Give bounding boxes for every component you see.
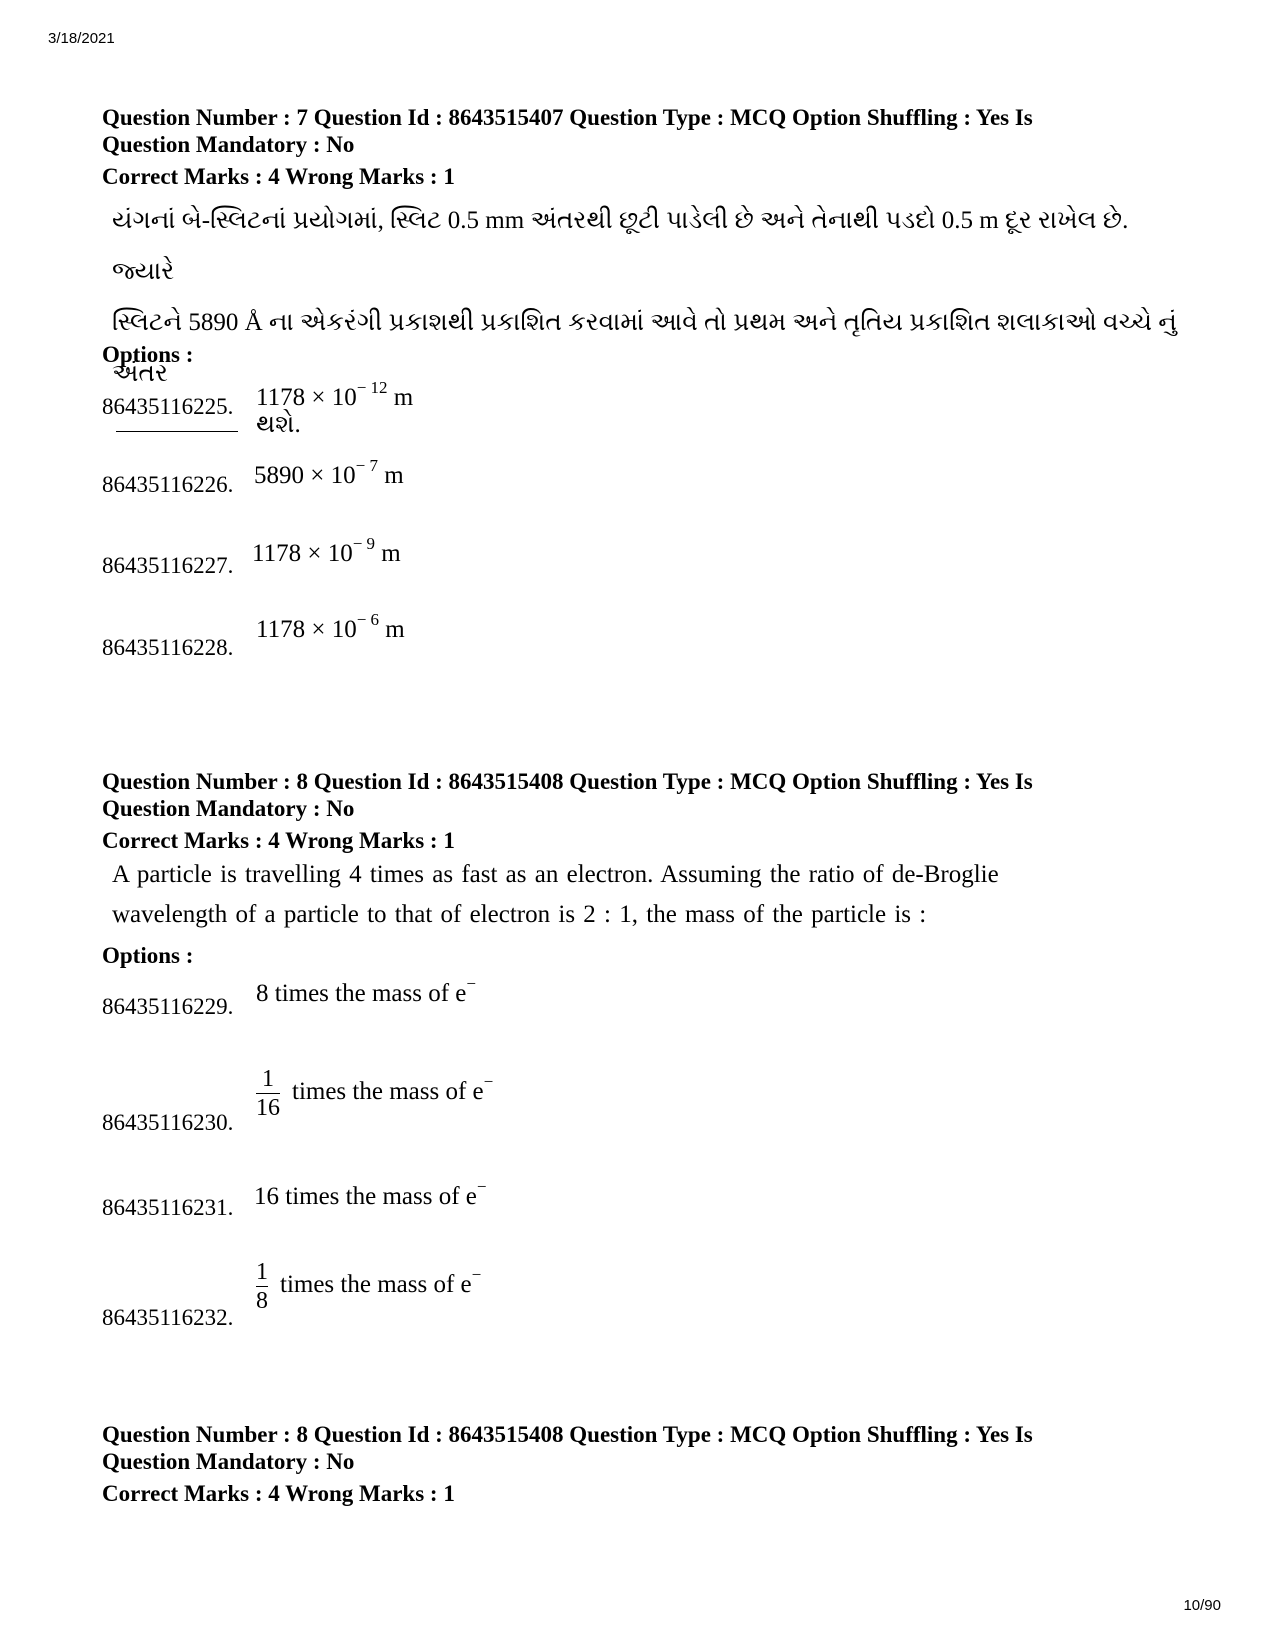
option-value xyxy=(254,456,404,490)
question-text-line: wavelength of a particle to that of electron is 2 : 1, the mass of the particle is : xyxy=(112,901,927,928)
page-number: 10/90 xyxy=(1183,1597,1221,1614)
fraction xyxy=(256,1065,280,1122)
option-value xyxy=(254,1177,487,1211)
options-label: Options : xyxy=(102,943,194,968)
answer-blank xyxy=(116,430,238,432)
option-id: 86435116229. xyxy=(102,994,234,1019)
option-id: 86435116228. xyxy=(102,635,234,660)
times-sign: × xyxy=(311,616,326,643)
superscript: − xyxy=(466,974,476,993)
question-mandatory: Question Mandatory : No xyxy=(102,1449,355,1474)
exponent: − 9 xyxy=(352,534,376,553)
question-header-line: Question Number : 8 Question Id : 8643515408 Question Type : MCQ Option Shuffling : Yes Is xyxy=(102,769,1033,794)
option-text: 16 times the mass of e xyxy=(254,1183,477,1210)
superscript: − xyxy=(471,1265,482,1285)
option-id: 86435116225. xyxy=(102,394,234,419)
exponent: − 6 xyxy=(356,610,380,629)
base: 10 xyxy=(331,616,357,643)
option-id: 86435116232. xyxy=(102,1305,234,1330)
unit: m xyxy=(381,540,401,567)
question-mandatory: Question Mandatory : No xyxy=(102,796,355,821)
print-date: 3/18/2021 xyxy=(48,30,115,47)
unit: m xyxy=(384,462,404,489)
options-label: Options : xyxy=(102,342,194,367)
option-id: 86435116230. xyxy=(102,1110,234,1135)
option-text: times the mass of e xyxy=(292,1078,484,1106)
base: 10 xyxy=(331,384,357,411)
question-header xyxy=(102,104,1182,190)
mantissa: 5890 xyxy=(254,462,304,489)
mantissa: 1178 xyxy=(252,540,302,567)
question-text-end: થશે. xyxy=(256,411,301,438)
numerator: 1 xyxy=(262,1066,274,1092)
option-text: times the mass of e xyxy=(280,1271,472,1299)
question-text-line: સ્લિટને 5890 Å ના એકરંગી પ્રકાશથી પ્રકાશિત કરવામાં આવે તો પ્રથમ અને તૃતિય પ્રકાશિત શલાકાઓ વચ્ચે નું અંતર xyxy=(112,309,1177,387)
fraction xyxy=(256,1258,268,1315)
question-text-line: A particle is travelling 4 times as fast as an electron. Assuming the ratio of de-Broglie xyxy=(112,861,999,888)
option-text: 8 times the mass of e xyxy=(256,980,467,1007)
numerator: 1 xyxy=(256,1259,268,1285)
base: 10 xyxy=(327,540,353,567)
exponent: − 7 xyxy=(355,456,378,475)
base: 10 xyxy=(330,462,356,489)
option-value xyxy=(256,1258,481,1315)
question-marks: Correct Marks : 4 Wrong Marks : 1 xyxy=(102,828,455,853)
unit: m xyxy=(385,616,405,643)
question-header xyxy=(102,768,1182,854)
denominator: 8 xyxy=(256,1288,268,1314)
option-id: 86435116226. xyxy=(102,472,234,497)
superscript: − xyxy=(476,1177,487,1196)
question-mandatory: Question Mandatory : No xyxy=(102,132,355,157)
superscript: − xyxy=(483,1072,494,1092)
question-header-line: Question Number : 7 Question Id : 8643515407 Question Type : MCQ Option Shuffling : Yes Is xyxy=(102,105,1033,130)
question-header xyxy=(102,1421,1182,1507)
denominator: 16 xyxy=(256,1095,280,1121)
mantissa: 1178 xyxy=(256,616,306,643)
exponent: − 12 xyxy=(356,378,388,397)
question-text xyxy=(112,855,1202,935)
question-marks: Correct Marks : 4 Wrong Marks : 1 xyxy=(102,164,455,189)
question-text-line: યંગનાં બે-સ્લિટનાં પ્રયોગમાં, સ્લિટ 0.5 mm અંતરથી છૂટી પાડેલી છે અને તેનાથી પડદો 0.5 m દૂર રાખેલ છે. જ્યારે xyxy=(112,207,1129,285)
option-value xyxy=(256,974,476,1008)
mantissa: 1178 xyxy=(256,384,306,411)
times-sign: × xyxy=(310,462,325,489)
option-value xyxy=(252,534,401,568)
option-id: 86435116227. xyxy=(102,553,234,578)
option-value xyxy=(256,1065,493,1122)
question-marks: Correct Marks : 4 Wrong Marks : 1 xyxy=(102,1481,455,1506)
option-value xyxy=(256,378,414,412)
option-id: 86435116231. xyxy=(102,1195,234,1220)
times-sign: × xyxy=(311,384,326,411)
unit: m xyxy=(393,384,414,411)
question-header-line: Question Number : 8 Question Id : 8643515408 Question Type : MCQ Option Shuffling : Yes Is xyxy=(102,1422,1033,1447)
times-sign: × xyxy=(307,540,322,567)
option-value xyxy=(256,610,405,644)
